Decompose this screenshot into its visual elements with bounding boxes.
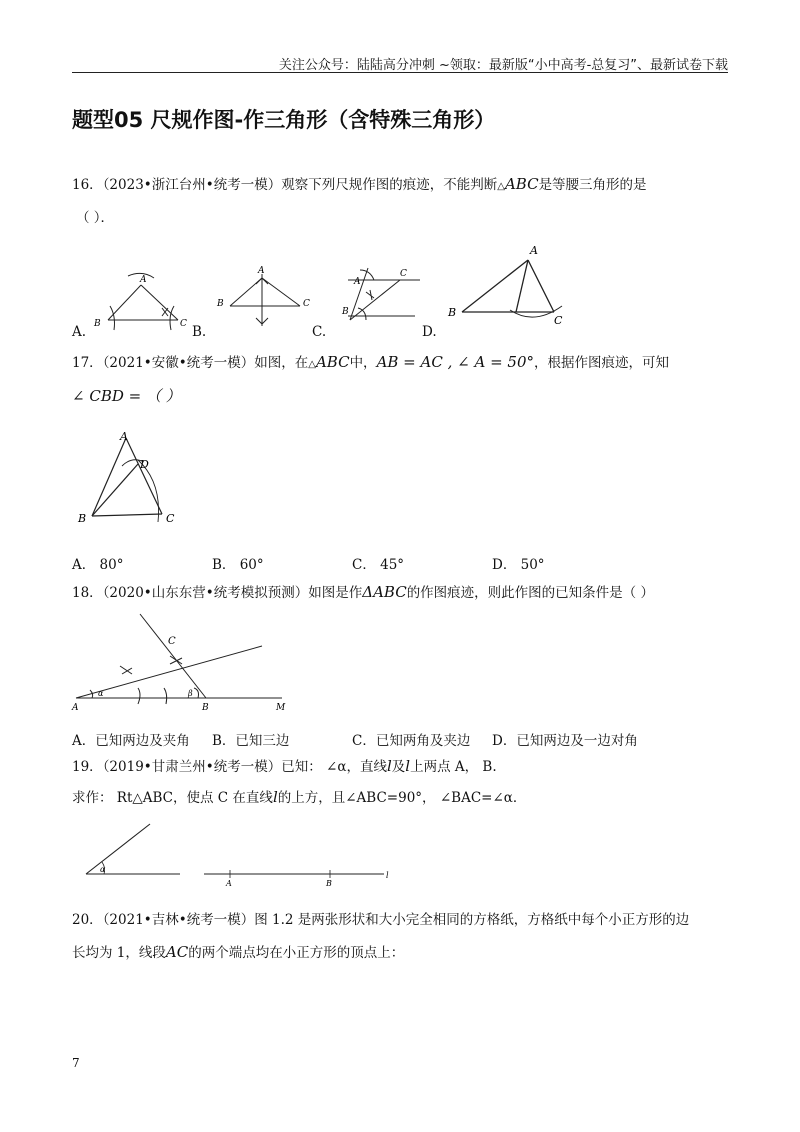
math-abc: ABC (504, 175, 539, 193)
question-text: 是等腰三角形的是 (538, 177, 647, 193)
math-line-l: l (405, 757, 411, 775)
point-label: B (202, 703, 209, 713)
point-label: C (400, 269, 407, 279)
question-text: 的两个端点均在小正方形的顶点上： (188, 945, 405, 961)
point-label: M (276, 703, 286, 713)
math-line-l: l (386, 757, 392, 775)
question-text: 如图是作 (308, 585, 363, 601)
question-text: 已知： ∠α，直线 (281, 759, 387, 775)
question-19-figure (80, 818, 400, 888)
page-header: 关注公众号：陆陆高分冲刺 ~领取：最新版“小中高考-总复习”、最新试卷下载 (278, 58, 728, 73)
question-source: （2021•吉林•统考一模） (102, 912, 255, 928)
question-number: 18． (72, 585, 103, 601)
point-label: C (168, 636, 176, 647)
option-b: B． 60° (212, 557, 264, 573)
point-label: C (554, 314, 563, 327)
point-label: A (72, 703, 79, 713)
point-label: B (326, 879, 332, 888)
question-text: 及 (391, 759, 406, 775)
option-d: D． 50° (492, 557, 545, 573)
option-c: C．已知两角及夹边 (352, 733, 471, 749)
question-text: 如图，在 (254, 355, 309, 371)
point-label: C (166, 512, 175, 525)
question-text: 长均为 1，线段 (72, 945, 166, 961)
figure-16b (230, 274, 300, 326)
question-20-stem (72, 910, 689, 930)
question-18-figure (70, 610, 300, 716)
question-number: 16． (72, 177, 103, 193)
option-a-label: A. (72, 324, 87, 340)
angle-label: α (98, 689, 104, 698)
question-number: 20． (72, 912, 103, 928)
line-label: l (386, 871, 389, 880)
math-condition: AB = AC , ∠ A = 50° (376, 353, 534, 371)
figure-16d (462, 260, 562, 317)
figure-16c (348, 268, 420, 320)
point-label: B (78, 512, 87, 525)
triangle-symbol: △ (497, 181, 505, 192)
question-17-line2: ∠ CBD = （ ） (72, 387, 181, 405)
header-rule (72, 72, 728, 73)
question-source: （2023•浙江台州•统考一模） (102, 177, 282, 193)
point-label: A (530, 244, 538, 257)
question-19-stem (72, 756, 497, 777)
question-number: 17． (72, 355, 103, 371)
point-label: A (354, 277, 361, 287)
question-text: 图 1.2 是两张形状和大小完全相同的方格纸，方格纸中每个小正方形的边 (254, 912, 690, 928)
option-a: A．已知两边及夹角 (72, 733, 190, 749)
triangle-symbol: △ (308, 359, 316, 370)
section-title: 题型05 尺规作图-作三角形（含特殊三角形） (72, 108, 496, 132)
point-label: A (258, 266, 265, 276)
option-d: D．已知两边及一边对角 (492, 733, 638, 749)
question-16-stem (72, 174, 647, 197)
question-text: 的上方，且∠ABC=90°， ∠BAC=∠α． (277, 790, 527, 806)
question-17-figure (70, 426, 190, 532)
math-line-l: l (272, 788, 278, 806)
question-text: 求作： Rt△ABC，使点 C 在直线 (72, 790, 273, 806)
question-source: （2021•安徽•统考一模） (102, 355, 255, 371)
question-17-stem (72, 352, 669, 375)
question-text: 上两点 A， B. (410, 759, 497, 775)
question-text: ，根据作图痕迹，可知 (534, 355, 669, 371)
point-label: C (303, 299, 310, 309)
point-label: A (226, 879, 232, 888)
option-b-label: B. (192, 324, 207, 340)
page-number: 7 (72, 1056, 80, 1070)
option-b: B．已知三边 (212, 733, 290, 749)
option-a: A． 80° (72, 557, 124, 573)
point-label: B (217, 299, 224, 309)
question-source: （2020•山东东营•统考模拟预测） (102, 585, 309, 601)
question-text: 观察下列尺规作图的痕迹，不能判断 (281, 177, 498, 193)
point-label: B (342, 307, 349, 317)
math-abc: ΔABC (362, 583, 407, 601)
angle-label: α (100, 865, 106, 874)
math-ac: AC (165, 943, 189, 961)
answer-blank: （ ）． (76, 210, 115, 226)
question-text: 中， (349, 355, 377, 371)
option-c: C． 45° (352, 557, 405, 573)
question-18-stem (72, 582, 654, 603)
point-label: C (180, 319, 187, 329)
point-label: B (448, 306, 457, 319)
question-16-figures (70, 240, 590, 340)
question-20-line2 (72, 942, 404, 963)
angle-label: β (188, 689, 193, 698)
point-label: A (140, 275, 147, 285)
point-label: A (120, 430, 128, 443)
question-19-line2 (72, 787, 526, 808)
option-d-label: D. (422, 324, 437, 340)
point-label: B (94, 319, 101, 329)
question-source: （2019•甘肃兰州•统考一模） (102, 759, 282, 775)
option-c-label: C. (312, 324, 327, 340)
question-text: 的作图痕迹，则此作图的已知条件是（ ） (406, 585, 654, 601)
math-abc: ABC (315, 353, 350, 371)
question-number: 19． (72, 759, 103, 775)
point-label: D (140, 458, 149, 471)
